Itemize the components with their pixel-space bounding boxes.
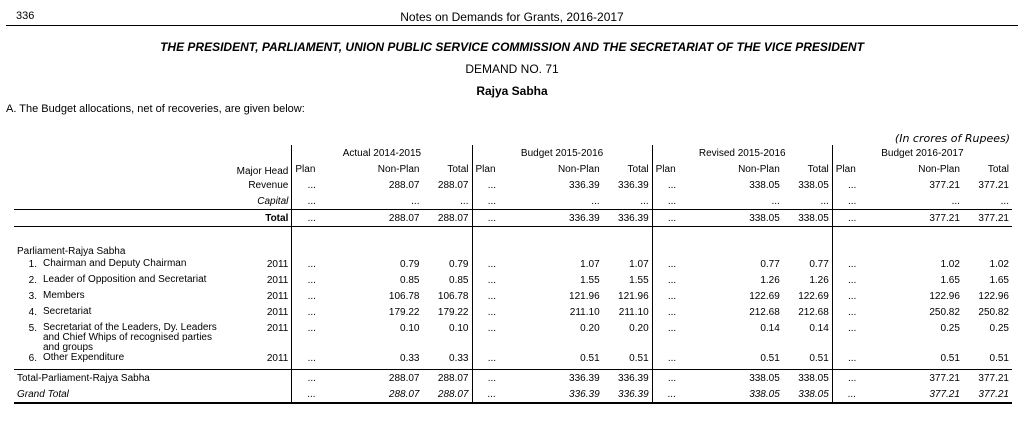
table-row	[14, 353, 1012, 370]
table-row	[14, 275, 1012, 291]
cell-nonplan: 212.68	[749, 307, 780, 318]
row-label	[14, 370, 234, 387]
cell-total: 377.21	[978, 179, 1009, 191]
cell-nonplan: 336.39	[511, 386, 602, 403]
cell-total: 0.14	[809, 323, 829, 334]
cell-plan: ...	[292, 370, 331, 387]
cell-total: 1.55	[629, 275, 649, 286]
subcol-nonplan: Non-Plan	[377, 163, 420, 175]
major-head-cell	[234, 243, 292, 259]
subcol-nonplan: Non-Plan	[738, 163, 780, 175]
demand-number: DEMAND NO. 71	[465, 62, 559, 76]
cell-total: 0.51	[629, 353, 649, 364]
units-note: (In crores of Rupees)	[894, 132, 1010, 145]
cell-nonplan: 250.82	[929, 307, 960, 318]
cell-nonplan: 336.39	[511, 370, 602, 387]
cell-plan: ...	[292, 210, 331, 227]
row-label	[14, 275, 234, 291]
cell-nonplan: ...	[591, 195, 600, 207]
line-item-label	[17, 322, 223, 353]
cell-plan	[832, 227, 871, 244]
cell-nonplan: ...	[951, 195, 960, 207]
item-text: Chairman and Deputy Chairman	[43, 258, 187, 269]
cell-total: 0.10	[449, 323, 469, 334]
page-header	[0, 0, 1024, 24]
subcol-nonplan: Non-Plan	[557, 163, 600, 175]
cell-nonplan: 0.51	[940, 353, 960, 364]
table-row	[14, 307, 1012, 323]
cell-plan: ...	[472, 386, 511, 403]
cell-total: 336.39	[603, 210, 653, 227]
cell-plan: ...	[472, 291, 511, 307]
cell-nonplan: 0.33	[400, 353, 420, 364]
major-head-cell: 2011	[266, 307, 289, 318]
cell-nonplan	[511, 243, 602, 259]
cell-nonplan: 0.79	[400, 259, 420, 270]
table-row	[14, 291, 1012, 307]
item-text: Other Expenditure	[43, 352, 125, 363]
item-number: 2.	[28, 275, 37, 286]
cell-total: ...	[460, 195, 469, 207]
cell-plan: ...	[472, 353, 511, 370]
subcol-total: Total	[627, 163, 649, 175]
cell-total	[783, 227, 833, 244]
cell-nonplan: 1.65	[940, 275, 960, 286]
cell-total: 288.07	[423, 370, 473, 387]
row-label	[14, 307, 234, 323]
cell-total: 1.65	[989, 275, 1009, 286]
line-item-label	[17, 275, 223, 286]
summary-row	[14, 210, 1012, 227]
cell-total: ...	[640, 195, 649, 207]
item-number: 6.	[28, 353, 37, 364]
cell-nonplan	[511, 227, 602, 244]
cell-plan: ...	[472, 259, 511, 275]
cell-nonplan	[691, 227, 782, 244]
subcol-total: Total	[447, 163, 469, 175]
page-number: 336	[16, 10, 35, 22]
major-head-cell	[234, 386, 292, 403]
cell-plan: ...	[832, 177, 871, 193]
cell-nonplan: 0.85	[400, 275, 420, 286]
row-label	[14, 353, 234, 370]
subcol-nonplan: Non-Plan	[918, 163, 960, 175]
cell-total: 336.39	[603, 370, 653, 387]
subcol-total: Total	[987, 163, 1009, 175]
cell-plan: ...	[652, 275, 691, 291]
summary-row	[14, 177, 1012, 193]
item-number: 4.	[28, 307, 37, 318]
cell-total: 338.05	[783, 370, 833, 387]
cell-plan: ...	[832, 323, 871, 353]
group-header-row	[14, 145, 1012, 161]
cell-plan: ...	[832, 275, 871, 291]
cell-nonplan: 338.05	[691, 210, 782, 227]
cell-total	[783, 243, 833, 259]
cell-nonplan: 288.07	[331, 386, 422, 403]
cell-total	[963, 243, 1012, 259]
cell-total: 0.25	[989, 323, 1009, 334]
section-title: Parliament-Rajya Sabha	[17, 245, 126, 257]
intro-text: A. The Budget allocations, net of recoveries, are given below:	[6, 103, 305, 115]
cell-nonplan: 288.07	[388, 179, 420, 191]
cell-plan: ...	[292, 353, 331, 370]
cell-plan: ...	[292, 307, 331, 323]
cell-nonplan: 377.21	[872, 386, 963, 403]
cell-plan: ...	[472, 193, 511, 210]
cell-total: 336.39	[618, 179, 649, 191]
cell-nonplan: 179.22	[388, 307, 420, 318]
grand-total-label: Grand Total	[17, 388, 69, 400]
cell-plan	[292, 243, 331, 259]
cell-total: ...	[820, 195, 829, 207]
cell-plan: ...	[652, 210, 691, 227]
cell-nonplan: ...	[771, 195, 780, 207]
cell-plan: ...	[832, 210, 871, 227]
major-head-cell	[234, 370, 292, 387]
cell-total: 211.10	[618, 307, 649, 318]
total-row	[14, 370, 1012, 387]
line-item-label	[17, 259, 223, 270]
cell-total: 338.05	[783, 210, 833, 227]
cell-total	[603, 243, 653, 259]
cell-plan: ...	[472, 177, 511, 193]
summary-label: Total	[265, 212, 289, 224]
cell-nonplan: 211.10	[569, 307, 600, 318]
cell-plan	[652, 243, 691, 259]
cell-plan: ...	[292, 193, 331, 210]
major-head-cell	[234, 177, 292, 193]
cell-nonplan: 377.21	[929, 179, 960, 191]
line-item-label	[17, 307, 223, 318]
item-number: 5.	[28, 323, 37, 334]
cell-total: 338.05	[798, 179, 829, 191]
cell-nonplan: 1.02	[940, 259, 960, 270]
cell-nonplan: 1.26	[760, 275, 780, 286]
cell-nonplan	[331, 243, 422, 259]
cell-nonplan: 336.39	[569, 179, 600, 191]
cell-plan: ...	[292, 291, 331, 307]
cell-total: ...	[1000, 195, 1009, 207]
cell-plan: ...	[652, 353, 691, 370]
cell-total: 212.68	[798, 307, 829, 318]
cell-total: 1.02	[989, 259, 1009, 270]
subcol-plan: Plan	[292, 161, 331, 177]
cell-total: 288.07	[437, 179, 469, 191]
subcol-plan: Plan	[652, 161, 691, 177]
ministry-title: THE PRESIDENT, PARLIAMENT, UNION PUBLIC SERVICE COMMISSION AND THE SECRETARIAT OF THE VICE PRESIDENT	[160, 40, 864, 54]
cell-total: 0.20	[629, 323, 649, 334]
cell-plan: ...	[472, 275, 511, 291]
cell-total: 106.78	[437, 291, 469, 302]
cell-nonplan: 0.51	[580, 353, 600, 364]
cell-total: 179.22	[437, 307, 469, 318]
section-row	[14, 243, 1012, 259]
cell-total: 338.05	[783, 386, 833, 403]
cell-nonplan: 121.96	[569, 291, 600, 302]
cell-total	[423, 243, 473, 259]
cell-plan: ...	[292, 275, 331, 291]
cell-total: 1.26	[809, 275, 829, 286]
cell-total: 122.69	[798, 291, 829, 302]
major-head-cell: 2011	[266, 259, 289, 270]
cell-plan	[652, 227, 691, 244]
cell-total: 377.21	[963, 386, 1012, 403]
row-label	[14, 193, 234, 210]
cell-total	[603, 227, 653, 244]
subcol-plan: Plan	[832, 161, 871, 177]
row-label	[14, 177, 234, 193]
cell-nonplan: 122.69	[749, 291, 780, 302]
cell-plan	[472, 243, 511, 259]
cell-plan: ...	[292, 386, 331, 403]
table-row	[14, 323, 1012, 353]
cell-nonplan: 377.21	[872, 210, 963, 227]
row-label	[14, 227, 234, 244]
cell-nonplan: 0.14	[760, 323, 780, 334]
cell-plan: ...	[832, 370, 871, 387]
cell-plan: ...	[652, 370, 691, 387]
subcol-total: Total	[807, 163, 829, 175]
cell-total: 0.85	[449, 275, 469, 286]
cell-nonplan	[331, 227, 422, 244]
cell-plan: ...	[832, 259, 871, 275]
cell-nonplan: 338.05	[749, 179, 780, 191]
cell-total: 1.07	[629, 259, 649, 270]
cell-total: 336.39	[603, 386, 653, 403]
header-rule	[6, 25, 1018, 26]
cell-nonplan: 1.55	[580, 275, 600, 286]
cell-nonplan: 0.20	[580, 323, 600, 334]
cell-nonplan: 122.96	[929, 291, 960, 302]
summary-label: Revenue	[248, 179, 289, 191]
item-text: Leader of Opposition and Secretariat	[43, 274, 207, 285]
cell-total: 288.07	[423, 210, 473, 227]
grand-total-row	[14, 386, 1012, 403]
total-label: Total-Parliament-Rajya Sabha	[17, 372, 150, 384]
cell-plan: ...	[652, 259, 691, 275]
cell-plan: ...	[832, 193, 871, 210]
cell-nonplan: 0.77	[760, 259, 780, 270]
item-text: Members	[43, 290, 85, 301]
major-head-cell	[234, 227, 292, 244]
major-head-cell	[234, 210, 292, 227]
cell-nonplan: 336.39	[511, 210, 602, 227]
cell-nonplan: 0.25	[940, 323, 960, 334]
item-number: 3.	[28, 291, 37, 302]
cell-plan: ...	[472, 370, 511, 387]
body-title: Rajya Sabha	[476, 84, 548, 98]
cell-total: 0.51	[809, 353, 829, 364]
summary-label: Capital	[257, 195, 289, 207]
cell-total: 0.33	[449, 353, 469, 364]
cell-total: 250.82	[978, 307, 1009, 318]
row-label	[14, 386, 234, 403]
cell-total	[423, 227, 473, 244]
row-label	[14, 323, 234, 353]
cell-plan: ...	[652, 323, 691, 353]
cell-plan: ...	[832, 291, 871, 307]
item-text: Secretariat of the Leaders, Dy. Leaders and Chief Whips of recognised parties and groups	[43, 322, 217, 353]
cell-total: 121.96	[618, 291, 649, 302]
cell-plan: ...	[652, 291, 691, 307]
cell-plan: ...	[652, 307, 691, 323]
group-budget-2015: Budget 2015-2016	[472, 145, 652, 161]
cell-nonplan	[872, 227, 963, 244]
cell-plan: ...	[652, 193, 691, 210]
group-actual-2014: Actual 2014-2015	[292, 145, 472, 161]
cell-total: 0.79	[449, 259, 469, 270]
major-head-cell: 2011	[266, 275, 289, 286]
budget-table	[14, 145, 1012, 404]
cell-nonplan: 288.07	[331, 370, 422, 387]
table-row	[14, 259, 1012, 275]
cell-total: 288.07	[423, 386, 473, 403]
cell-plan: ...	[832, 386, 871, 403]
row-label	[14, 243, 234, 259]
spacer-row	[14, 227, 1012, 244]
row-label	[14, 259, 234, 275]
cell-plan: ...	[832, 307, 871, 323]
major-head-cell: 2011	[266, 291, 289, 302]
cell-nonplan: 377.21	[872, 370, 963, 387]
summary-row	[14, 193, 1012, 210]
summary-body	[14, 177, 1012, 227]
cell-plan: ...	[472, 323, 511, 353]
cell-nonplan: 1.07	[580, 259, 600, 270]
cell-nonplan: 288.07	[331, 210, 422, 227]
cell-total: 377.21	[963, 210, 1012, 227]
running-title: Notes on Demands for Grants, 2016-2017	[400, 10, 624, 24]
cell-plan: ...	[292, 323, 331, 353]
subcol-header-row	[14, 161, 1012, 177]
row-label	[14, 210, 234, 227]
subcol-plan: Plan	[472, 161, 511, 177]
group-budget-2016: Budget 2016-2017	[832, 145, 1012, 161]
row-label	[14, 291, 234, 307]
cell-plan: ...	[472, 307, 511, 323]
major-head-cell: 2011	[266, 353, 289, 364]
cell-plan: ...	[652, 386, 691, 403]
cell-total: 122.96	[978, 291, 1009, 302]
cell-total: 0.51	[989, 353, 1009, 364]
cell-total	[963, 227, 1012, 244]
cell-nonplan: 0.10	[400, 323, 420, 334]
cell-nonplan	[691, 243, 782, 259]
cell-plan	[832, 243, 871, 259]
major-head-cell: 2011	[266, 323, 289, 334]
cell-nonplan: 338.05	[691, 370, 782, 387]
cell-nonplan: 338.05	[691, 386, 782, 403]
major-head-header: Major Head	[236, 166, 289, 177]
line-item-label	[17, 353, 223, 364]
line-item-label	[17, 291, 223, 302]
cell-nonplan: ...	[411, 195, 420, 207]
item-number: 1.	[28, 259, 37, 270]
group-revised-2015: Revised 2015-2016	[652, 145, 832, 161]
items-body	[14, 227, 1012, 404]
item-text: Secretariat	[43, 306, 92, 317]
cell-nonplan: 106.78	[388, 291, 420, 302]
cell-plan	[292, 227, 331, 244]
cell-total: 377.21	[963, 370, 1012, 387]
cell-plan: ...	[832, 353, 871, 370]
major-head-cell	[234, 193, 292, 210]
cell-plan: ...	[472, 210, 511, 227]
cell-plan: ...	[292, 259, 331, 275]
cell-nonplan	[872, 243, 963, 259]
cell-plan	[472, 227, 511, 244]
cell-plan: ...	[652, 177, 691, 193]
cell-plan: ...	[292, 177, 331, 193]
cell-nonplan: 0.51	[760, 353, 780, 364]
cell-total: 0.77	[809, 259, 829, 270]
